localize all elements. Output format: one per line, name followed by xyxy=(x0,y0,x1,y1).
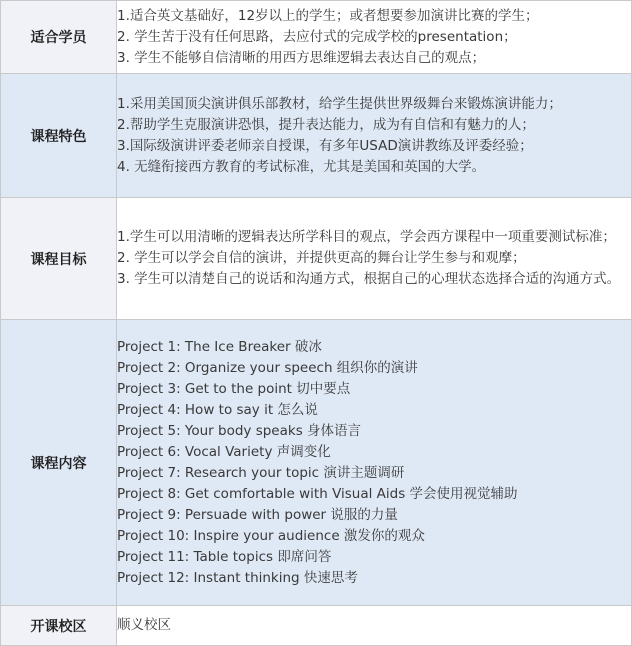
row-content xyxy=(117,74,632,198)
project-item: Project 9: Persuade with power 说服的力量 xyxy=(117,506,398,523)
content-line: 2. 学生可以学会自信的演讲，并提供更高的舞台让学生参与和观摩； xyxy=(117,250,526,266)
project-item: Project 2: Organize your speech 组织你的演讲 xyxy=(117,359,418,376)
row-label: 课程目标 xyxy=(1,198,117,320)
project-item: Project 3: Get to the point 切中要点 xyxy=(117,380,351,397)
project-item: Project 10: Inspire your audience 激发你的观众 xyxy=(117,527,425,544)
content-line: 4. 无缝衔接西方教育的考试标准，尤其是美国和英国的大学。 xyxy=(117,158,486,175)
row-content xyxy=(117,320,632,606)
project-item: Project 5: Your body speaks 身体语言 xyxy=(117,422,362,439)
row-target-students xyxy=(1,1,632,74)
row-label: 课程内容 xyxy=(1,320,117,606)
project-item: Project 1: The Ice Breaker 破冰 xyxy=(117,338,322,355)
row-label: 课程特色 xyxy=(1,74,117,198)
content-line: 1.学生可以用清晰的逻辑表达所学科目的观点，学会西方课程中一项重要测试标准； xyxy=(117,229,616,245)
content-line: 3. 学生不能够自信清晰的用西方思维逻辑去表达自己的观点； xyxy=(117,49,486,66)
row-course-goals xyxy=(1,198,632,320)
row-campus xyxy=(1,606,632,646)
project-item: Project 12: Instant thinking 快速思考 xyxy=(117,569,358,586)
content-line: 2. 学生苦于没有任何思路，去应付式的完成学校的presentation； xyxy=(117,28,517,45)
content-line: 3. 学生可以清楚自己的说话和沟通方式，根据自己的心理状态选择合适的沟通方式。 xyxy=(117,271,621,287)
content-line: 3.国际级演讲评委老师亲自授课，有多年USAD演讲教练及评委经验； xyxy=(117,137,533,154)
project-item: Project 6: Vocal Variety 声调变化 xyxy=(117,443,331,460)
project-item: Project 7: Research your topic 演讲主题调研 xyxy=(117,464,405,481)
content-line: 2.帮助学生克服演讲恐惧，提升表达能力，成为有自信和有魅力的人； xyxy=(117,116,535,133)
project-item: Project 4: How to say it 怎么说 xyxy=(117,401,318,418)
project-item: Project 8: Get comfortable with Visual Aids 学会使用视觉辅助 xyxy=(117,485,518,502)
row-content xyxy=(117,606,632,646)
row-course-content xyxy=(1,320,632,606)
row-content xyxy=(117,1,632,74)
project-item: Project 11: Table topics 即席问答 xyxy=(117,548,332,565)
content-line: 顺义校区 xyxy=(117,617,171,633)
row-course-features xyxy=(1,74,632,198)
content-line: 1.采用美国顶尖演讲俱乐部教材，给学生提供世界级舞台来锻炼演讲能力； xyxy=(117,95,562,112)
row-label: 适合学员 xyxy=(1,1,117,74)
row-content xyxy=(117,198,632,320)
row-label: 开课校区 xyxy=(1,606,117,646)
content-line: 1.适合英文基础好，12岁以上的学生；或者想要参加演讲比赛的学生； xyxy=(117,7,539,24)
